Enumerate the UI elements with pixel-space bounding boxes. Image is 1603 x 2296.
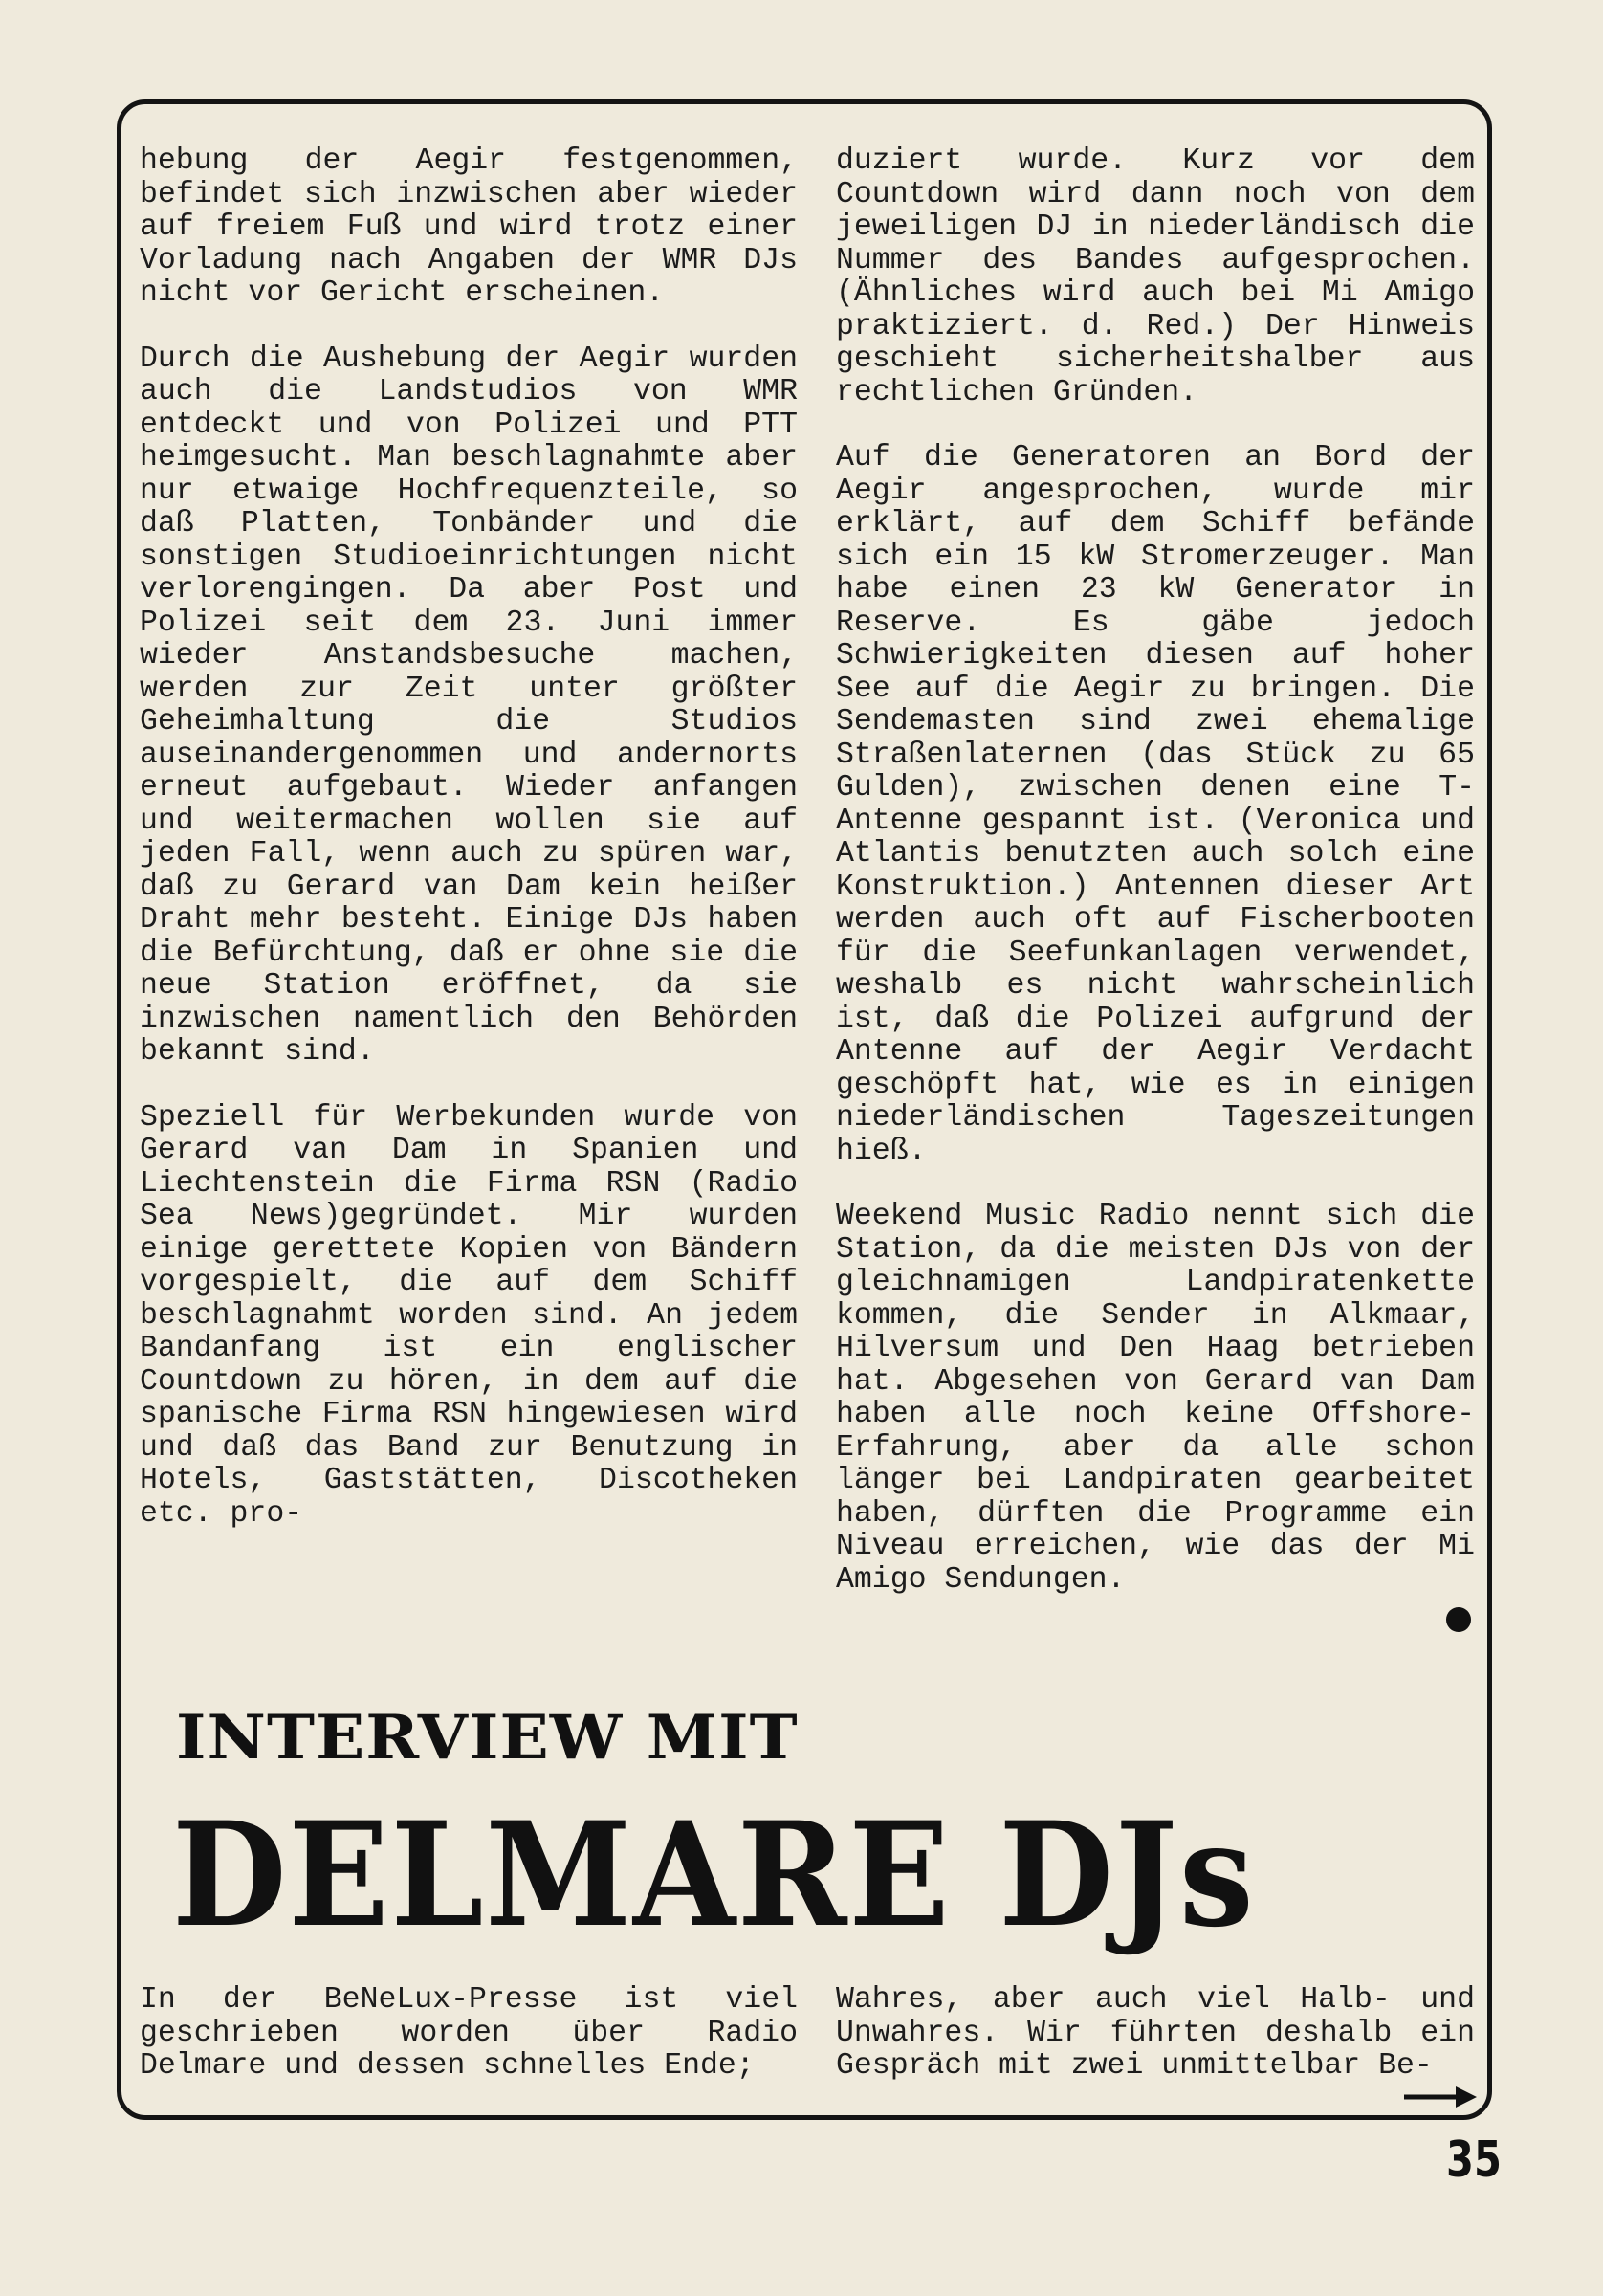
paragraph: Auf die Generatoren an Bord der Aegir angesprochen, wurde mir erklärt, auf dem Schiff befände sich ein 15 kW Stromerzeuger. Man habe einen 23 kW Generator in Reserve. Es gäbe jedoch Schwierigkeiten diesen auf hoher See auf die Aegir zu bringen. Die Sendemasten sind zwei ehemalige Straßenlaternen (das Stück zu 65 Gulden), zwischen denen eine T-Antenne gespannt ist. (Veronica und Atlantis benutzten auch solch eine Konstruktion.) Antennen dieser Art werden auch oft auf Fischerbooten für die Seefunkanlagen verwendet, weshalb es nicht wahrscheinlich ist, daß die Polizei aufgrund der Antenne auf der Aegir Verdacht geschöpft hat, wie es in einigen niederländischen Tageszeitungen hieß. <box>836 441 1475 1168</box>
paragraph: Durch die Aushebung der Aegir wurden auch die Landstudios von WMR entdeckt und von Polizei und PTT heimgesucht. Man beschlagnahmte aber nur etwaige Hochfrequenzteile, so daß Platten, Tonbänder und die sonstigen Studioeinrichtungen nicht verlorengingen. Da aber Post und Polizei seit dem 23. Juni immer wieder Anstandsbesuche machen, werden zur Zeit unter größter Geheimhaltung die Studios auseinandergenommen und andernorts erneut aufgebaut. Wieder anfangen und weitermachen wollen sie auf jeden Fall, wenn auch zu spüren war, daß zu Gerard van Dam kein heißer Draht mehr besteht. Einige DJs haben die Befürchtung, daß er ohne sie die neue Station eröffnet, da sie inzwischen namentlich den Behörden bekannt sind. <box>140 342 798 1069</box>
paragraph: Wahres, aber auch viel Halb- und Unwahres. Wir führten deshalb ein Gespräch mit zwei unmittelbar Be- <box>836 1983 1475 2083</box>
paragraph: duziert wurde. Kurz vor dem Countdown wird dann noch von dem jeweiligen DJ in niederländisch die Nummer des Bandes aufgesprochen. (Ähnliches wird auch bei Mi Amigo praktiziert. d. Red.) Der Hinweis geschieht sicherheitshalber aus rechtlichen Gründen. <box>836 144 1475 409</box>
page-number: 35 <box>1446 2131 1502 2189</box>
article-column-left <box>140 145 798 1531</box>
continue-arrow-icon <box>1402 2084 1479 2110</box>
paragraph: Weekend Music Radio nennt sich die Station, da die meisten DJs von der gleichnamigen Landpiratenkette kommen, die Sender in Alkmaar, Hilversum und Den Haag betrieben hat. Abgesehen von Gerard van Dam haben alle noch keine Offshore-Erfahrung, aber da alle schon länger bei Landpiraten gearbeitet haben, dürften die Programme ein Niveau erreichen, wie das der Mi Amigo Sendungen. <box>836 1200 1475 1597</box>
interview-heading-line2: DELMARE DJs <box>172 1791 1256 1959</box>
end-of-article-bullet-icon <box>1446 1607 1471 1632</box>
interview-column-left <box>140 1984 798 2084</box>
article-column-right <box>836 145 1475 1597</box>
paragraph: In der BeNeLux-Presse ist viel geschrieben worden über Radio Delmare und dessen schnelles Ende; <box>140 1983 798 2083</box>
paragraph: Speziell für Werbekunden wurde von Gerard van Dam in Spanien und Liechtenstein die Firma RSN (Radio Sea News)gegründet. Mir wurden einige gerettete Kopien von Bändern vorgespielt, die auf dem Schiff beschlagnahmt worden sind. An jedem Bandanfang ist ein englischer Countdown zu hören, in dem auf die spanische Firma RSN hingewiesen wird und daß das Band zur Benutzung in Hotels, Gaststätten, Discotheken etc. pro- <box>140 1100 798 1531</box>
interview-column-right <box>836 1984 1475 2084</box>
interview-heading-line1: INTERVIEW MIT <box>176 1702 799 1774</box>
paragraph: hebung der Aegir festgenommen, befindet sich inzwischen aber wieder auf freiem Fuß und wird trotz einer Vorladung nach Angaben der WMR DJs nicht vor Gericht erscheinen. <box>140 144 798 310</box>
